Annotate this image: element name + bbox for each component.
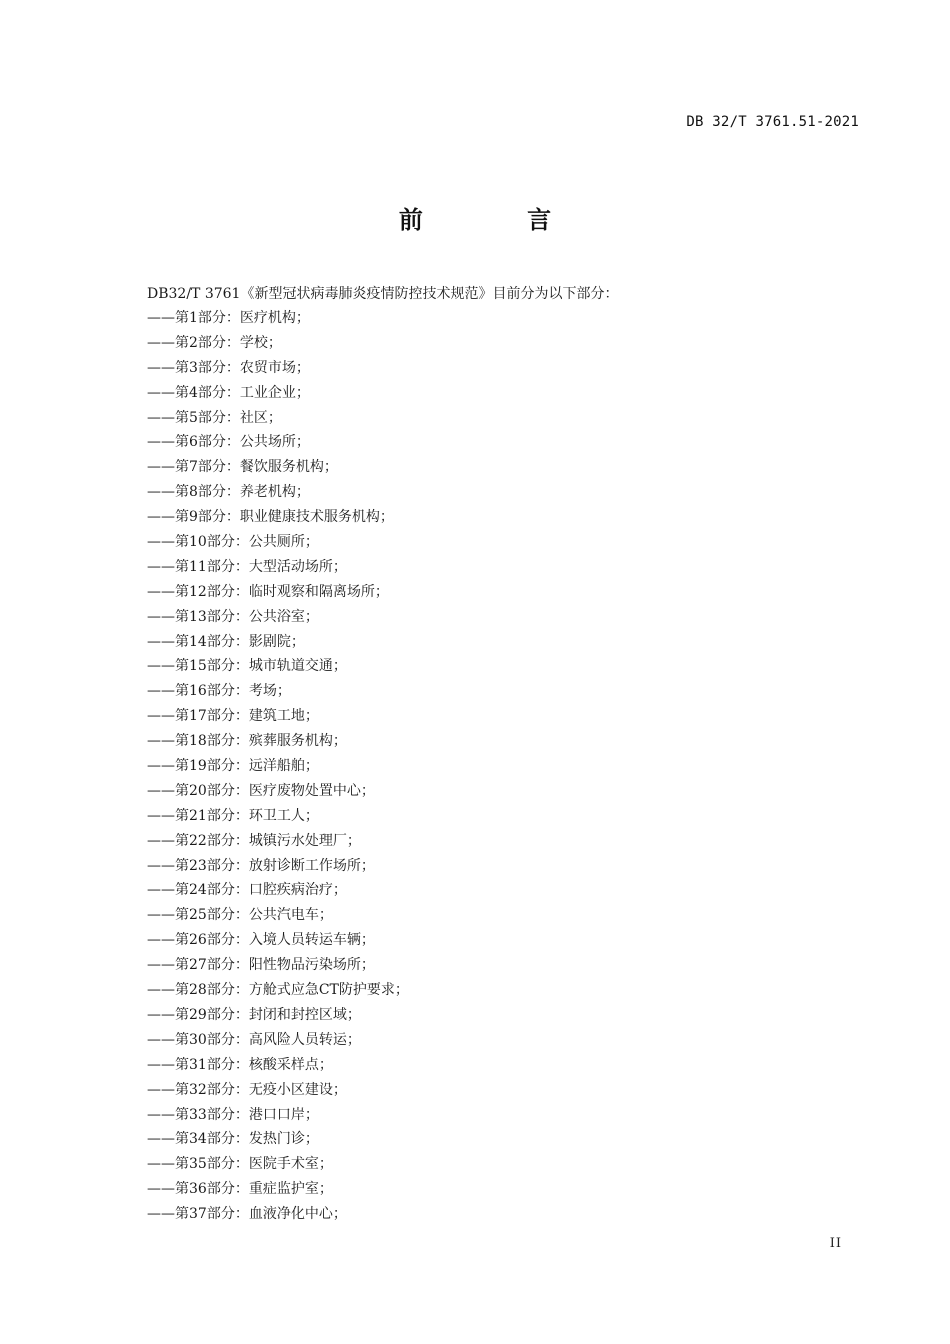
- list-item: ——第37部分：血液净化中心；: [147, 1206, 347, 1223]
- list-item: ——第12部分：临时观察和隔离场所；: [147, 583, 389, 600]
- list-item: ——第16部分：考场；: [147, 683, 291, 700]
- list-item: ——第36部分：重症监护室；: [147, 1181, 333, 1198]
- list-item: ——第10部分：公共厕所；: [147, 534, 319, 551]
- page-title: 前 言: [398, 206, 600, 234]
- page-number: II: [829, 1236, 842, 1251]
- list-item: ——第19部分：远洋船舶；: [147, 758, 319, 775]
- list-item: ——第4部分：工业企业；: [147, 384, 310, 401]
- list-item: ——第34部分：发热门诊；: [147, 1131, 319, 1148]
- parts-list: [147, 306, 409, 1227]
- list-item: ——第8部分：养老机构；: [147, 484, 310, 501]
- list-item: ——第9部分：职业健康技术服务机构；: [147, 509, 394, 526]
- list-item: ——第33部分：港口口岸；: [147, 1106, 319, 1123]
- list-item: ——第25部分：公共汽电车；: [147, 907, 333, 924]
- list-item: ——第13部分：公共浴室；: [147, 608, 319, 625]
- list-item: ——第23部分：放射诊断工作场所；: [147, 857, 375, 874]
- list-item: ——第20部分：医疗废物处置中心；: [147, 782, 375, 799]
- list-item: ——第14部分：影剧院；: [147, 633, 305, 650]
- list-item: ——第2部分：学校；: [147, 334, 282, 351]
- list-item: ——第22部分：城镇污水处理厂；: [147, 832, 361, 849]
- list-item: ——第6部分：公共场所；: [147, 434, 310, 451]
- list-item: ——第3部分：农贸市场；: [147, 359, 310, 376]
- list-item: ——第1部分：医疗机构；: [147, 310, 310, 326]
- list-item: ——第26部分：入境人员转运车辆；: [147, 932, 375, 949]
- list-item: ——第35部分：医院手术室；: [147, 1156, 333, 1173]
- list-item: ——第27部分：阳性物品污染场所；: [147, 957, 375, 974]
- list-item: ——第29部分：封闭和封控区域；: [147, 1006, 361, 1023]
- list-item: ——第7部分：餐饮服务机构；: [147, 459, 338, 476]
- list-item: ——第11部分：大型活动场所；: [147, 558, 347, 575]
- list-item: ——第32部分：无疫小区建设；: [147, 1081, 347, 1098]
- document-code: DB 32/T 3761.51-2021: [686, 114, 859, 130]
- list-item: ——第5部分：社区；: [147, 409, 282, 426]
- list-item: ——第15部分：城市轨道交通；: [147, 658, 347, 675]
- list-item: ——第30部分：高风险人员转运；: [147, 1031, 361, 1048]
- list-item: ——第21部分：环卫工人；: [147, 807, 319, 824]
- list-item: ——第18部分：殡葬服务机构；: [147, 733, 347, 750]
- list-item: ——第24部分：口腔疾病治疗；: [147, 882, 347, 899]
- intro-paragraph: DB32/T 3761《新型冠状病毒肺炎疫情防控技术规范》目前分为以下部分：: [147, 286, 619, 302]
- list-item: ——第31部分：核酸采样点；: [147, 1056, 333, 1073]
- list-item: ——第17部分：建筑工地；: [147, 708, 319, 725]
- list-item: ——第28部分：方舱式应急CT防护要求；: [147, 982, 409, 999]
